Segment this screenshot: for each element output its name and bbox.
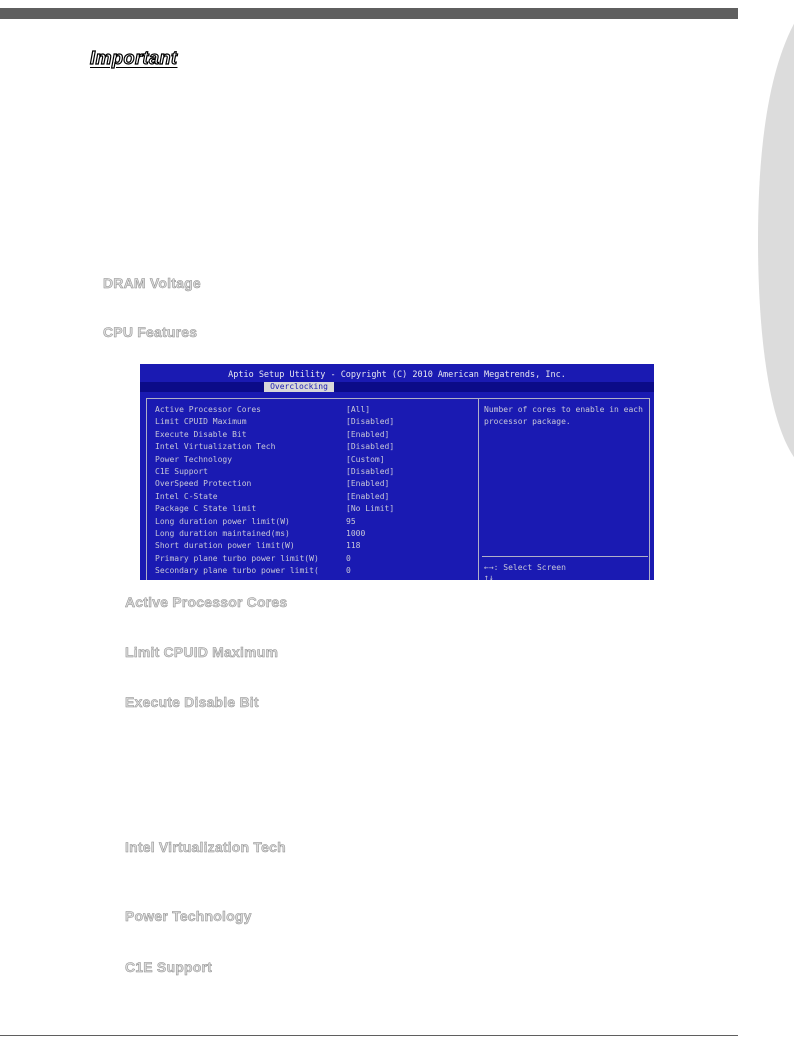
bios-setting-label: Intel Virtualization Tech xyxy=(155,442,276,452)
bios-frame-right xyxy=(649,398,650,580)
bios-setting-row[interactable] xyxy=(155,540,475,552)
bios-setting-row[interactable] xyxy=(155,416,475,428)
bios-tab-overclocking[interactable]: Overclocking xyxy=(264,382,334,392)
bios-setting-value[interactable]: [Enabled] xyxy=(346,479,390,489)
bios-setting-row[interactable] xyxy=(155,503,475,515)
bios-setting-label: Active Processor Cores xyxy=(155,405,261,414)
bios-setting-label: C1E Support xyxy=(155,467,208,476)
power-technology-heading: Power Technology xyxy=(125,908,252,924)
bios-setting-value[interactable]: [Custom] xyxy=(346,454,385,464)
bios-setting-row[interactable] xyxy=(155,553,475,565)
bios-setting-value[interactable]: [Enabled] xyxy=(346,491,390,501)
bios-setting-row[interactable] xyxy=(155,454,475,466)
bios-setting-row[interactable] xyxy=(155,429,475,441)
bios-setting-label: Primary plane turbo power limit(W) xyxy=(155,553,319,563)
bios-divider xyxy=(478,398,479,580)
bios-setting-value[interactable]: 0 xyxy=(346,566,351,576)
bios-setting-label: Long duration maintained(ms) xyxy=(155,529,290,538)
bios-setting-value[interactable]: 95 xyxy=(346,516,356,526)
bios-setting-value[interactable]: 1000 xyxy=(346,529,366,538)
execute-disable-bit-heading: Execute Disable Bit xyxy=(125,694,259,710)
bios-screenshot xyxy=(140,364,654,580)
bios-setting-value[interactable]: [Disabled] xyxy=(346,417,395,427)
header-bar xyxy=(0,8,738,19)
dram-voltage-heading: DRAM Voltage xyxy=(103,275,201,291)
bios-setting-value[interactable]: [Disabled] xyxy=(346,467,395,476)
limit-cpuid-maximum-heading: Limit CPUID Maximum xyxy=(125,644,279,660)
bios-setting-row[interactable] xyxy=(155,528,475,540)
bios-setting-label: Intel C-State xyxy=(155,491,218,501)
bios-setting-label: Power Technology xyxy=(155,454,233,464)
bios-setting-row[interactable] xyxy=(155,478,475,490)
bios-help-text: Number of cores to enable in each processor package. xyxy=(484,405,643,426)
bios-setting-label: Limit CPUID Maximum xyxy=(155,417,247,427)
bios-setting-label: OverSpeed Protection xyxy=(155,479,252,489)
bios-setting-label: Execute Disable Bit xyxy=(155,429,247,439)
bios-setting-value[interactable]: [No Limit] xyxy=(346,504,395,514)
bios-setting-label: Secondary plane turbo power limit( xyxy=(155,566,319,576)
cpu-features-heading: CPU Features xyxy=(103,324,198,340)
bios-title: Aptio Setup Utility - Copyright (C) 2010 American Megatrends, Inc. xyxy=(228,370,566,380)
footer-rule xyxy=(0,1035,738,1036)
bios-setting-row[interactable] xyxy=(155,491,475,503)
bios-setting-label: Package C State limit xyxy=(155,504,257,514)
bios-setting-value[interactable]: 0 xyxy=(346,553,351,563)
bios-setting-value[interactable]: [Disabled] xyxy=(346,442,395,452)
intel-virtualization-tech-heading: Intel Virtualization Tech xyxy=(125,839,286,855)
bios-setting-label: Short duration power limit(W) xyxy=(155,541,295,551)
bios-nav-select-screen: ←→: Select Screen xyxy=(484,563,566,572)
bios-setting-row[interactable] xyxy=(155,441,475,453)
bios-setting-value[interactable]: 118 xyxy=(346,541,361,551)
bios-setting-row[interactable] xyxy=(155,466,475,478)
important-heading: Important xyxy=(90,48,178,68)
bios-help-divider xyxy=(482,556,648,557)
active-processor-cores-heading: Active Processor Cores xyxy=(125,594,288,610)
bios-tab-strip xyxy=(140,382,654,392)
chapter-side-tab xyxy=(736,20,794,460)
bios-frame-left xyxy=(146,398,147,580)
bios-setting-row[interactable] xyxy=(155,404,475,416)
bios-setting-label: Long duration power limit(W) xyxy=(155,516,290,526)
bios-setting-row[interactable] xyxy=(155,516,475,528)
bios-setting-value[interactable]: [All] xyxy=(346,405,371,414)
bios-nav-select-item: ↑↓ xyxy=(484,573,494,580)
bios-setting-value[interactable]: [Enabled] xyxy=(346,429,390,439)
c1e-support-heading: C1E Support xyxy=(125,959,212,975)
bios-setting-row[interactable] xyxy=(155,565,475,577)
bios-frame-top xyxy=(146,398,650,399)
